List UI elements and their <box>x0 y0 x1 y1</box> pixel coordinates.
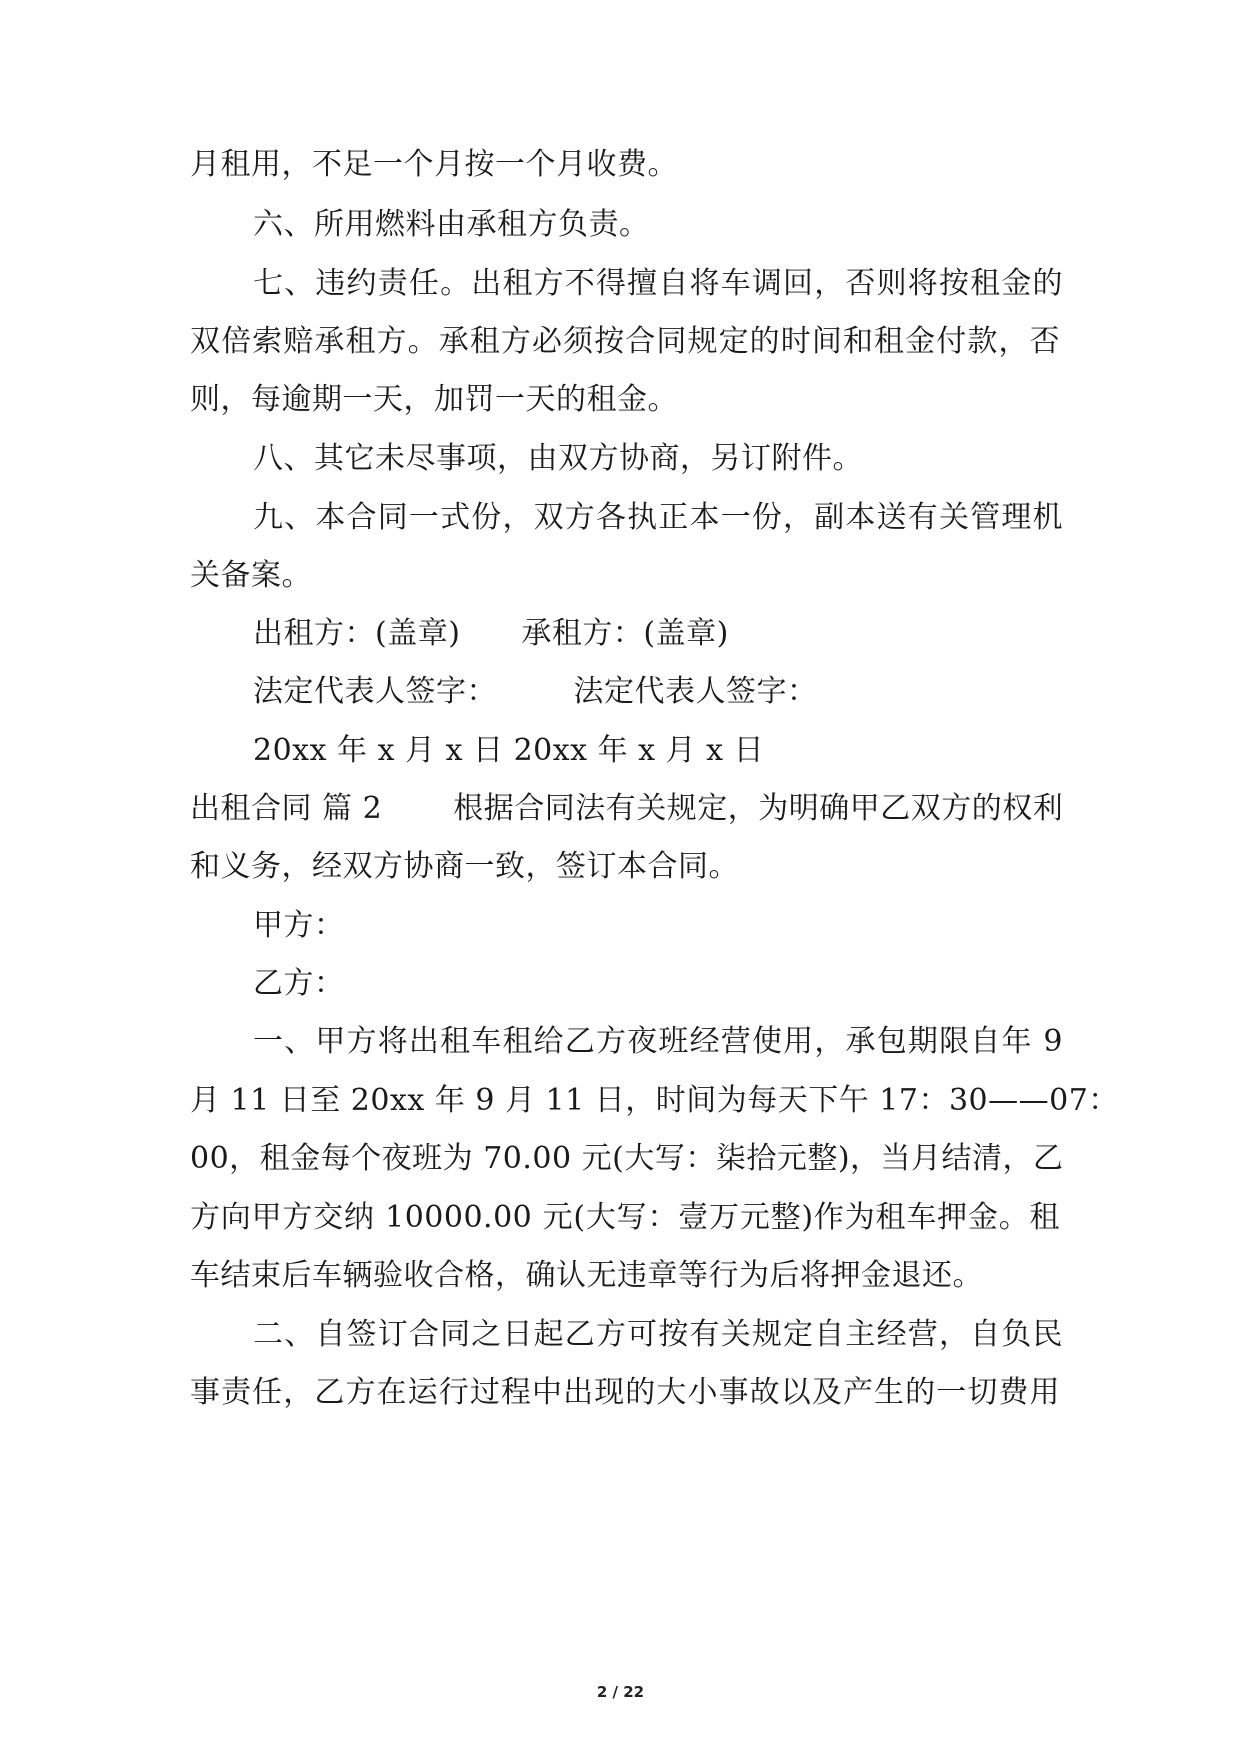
clause-nine: 九、本合同一式份，双方各执正本一份，副本送有关管理机 <box>253 500 1063 535</box>
text-line: 00，租金每个夜班为 70.00 元(大写：柒拾元整)，当月结清，乙 <box>190 1141 1064 1176</box>
text-line: 方向甲方交纳 10000.00 元(大写：壹万元整)作为租车押金。租 <box>190 1200 1060 1235</box>
date-line: 20xx 年 x 月 x 日 20xx 年 x 月 x 日 <box>253 733 765 768</box>
clause-eight: 八、其它未尽事项，由双方协商，另订附件。 <box>253 441 863 476</box>
text-line: 事责任，乙方在运行过程中出现的大小事故以及产生的一切费用 <box>190 1375 1060 1410</box>
text-line: 月 11 日至 20xx 年 9 月 11 日，时间为每天下午 17：30——07： <box>190 1083 1119 1118</box>
text-line: 和义务，经双方协商一致，签订本合同。 <box>190 849 739 884</box>
text-line: 关备案。 <box>190 558 312 593</box>
party-b-label: 乙方： <box>253 966 345 1001</box>
text-line: 车结束后车辆验收合格，确认无违章等行为后将押金退还。 <box>190 1258 983 1293</box>
clause-seven: 七、违约责任。出租方不得擅自将车调回，否则将按租金的 <box>253 266 1063 301</box>
section-heading: 出租合同 篇 2 根据合同法有关规定，为明确甲乙双方的权利 <box>190 791 1064 826</box>
text-line: 则，每逾期一天，加罚一天的租金。 <box>190 382 678 417</box>
party-a-label: 甲方： <box>253 908 345 943</box>
text-line: 双倍索赔承租方。承租方必须按合同规定的时间和租金付款，否 <box>190 324 1060 359</box>
clause-one: 一、甲方将出租车租给乙方夜班经营使用，承包期限自年 9 <box>253 1024 1063 1059</box>
page-number: 2 / 22 <box>596 1683 645 1701</box>
seal-line: 出租方：(盖章) 承租方：(盖章) <box>253 616 729 651</box>
text-line: 月租用，不足一个月按一个月收费。 <box>190 147 678 182</box>
clause-six: 六、所用燃料由承租方负责。 <box>253 207 650 242</box>
signature-line: 法定代表人签字： 法定代表人签字： <box>253 674 818 709</box>
clause-two: 二、自签订合同之日起乙方可按有关规定自主经营，自负民 <box>253 1317 1063 1352</box>
